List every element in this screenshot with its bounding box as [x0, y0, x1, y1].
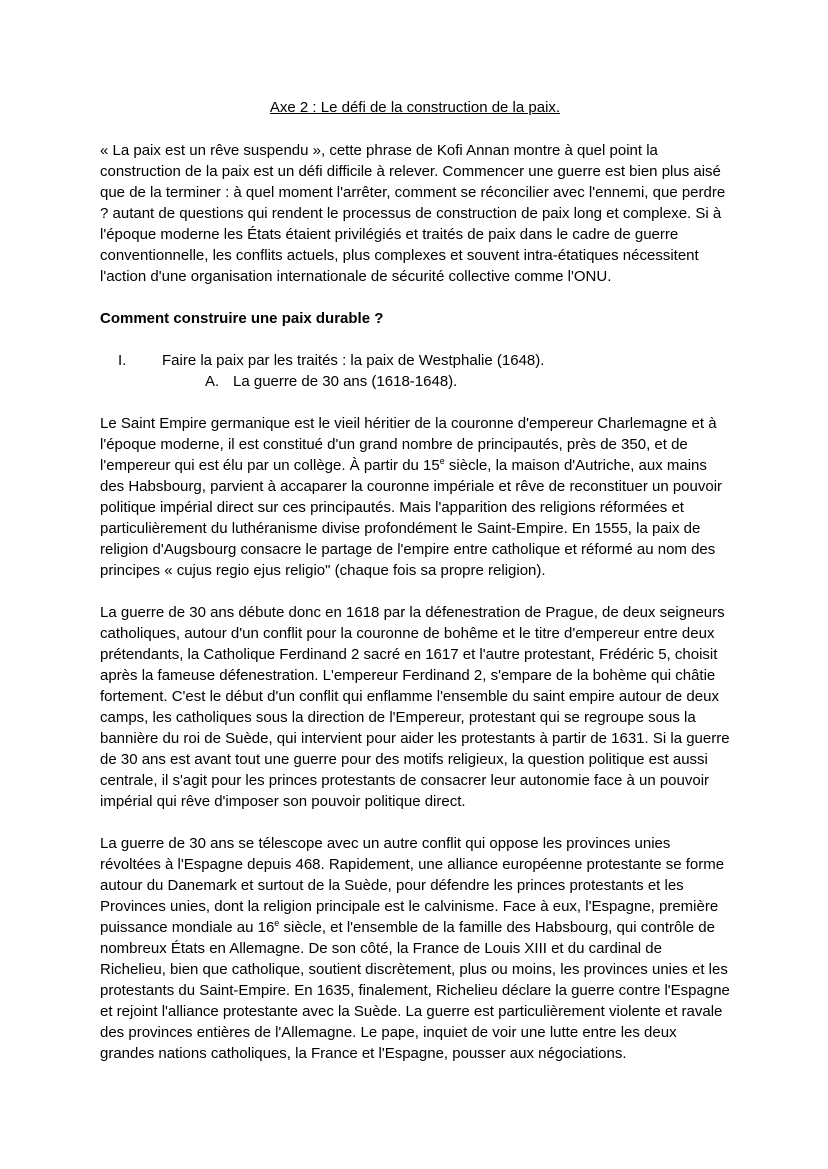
document-title: Axe 2 : Le défi de la construction de la paix. [269, 99, 561, 116]
superscript-ordinal-16e: e [274, 918, 280, 928]
superscript-ordinal-15e: e [439, 456, 445, 466]
paragraph-saint-empire-part1: Le Saint Empire germanique est le vieil héritier de la couronne d'empereur Charlemagne et à l'époque moderne, il est constitué d'un grand nombre de principautés, près de 350, et de l'empereur qui est élu par un collège. À partir du 15 [100, 415, 717, 474]
paragraph-telescope-part2: siècle, et l'ensemble de la famille des Habsbourg, qui contrôle de nombreux États en Allemagne. De son côté, la France de Louis XIII et du cardinal de Richelieu, bien que catholique, soutient discrètement, plus ou moins, les provinces unies et les protestants du Saint-Empire. En 1635, finalement, Richelieu déclare la guerre contre l'Espagne et rejoint l'alliance protestante avec la Suède. La guerre est particulièrement violente et ravale des provinces entières de l'Allemagne. Le pape, inquiet de voir une lutte entre les deux grandes nations catholiques, la France et l'Espagne, pousser aux négociations. [100, 919, 730, 1062]
paragraph-telescope-part1: La guerre de 30 ans se télescope avec un autre conflit qui oppose les provinces unies révoltées à l'Espagne depuis 468. Rapidement, une alliance européenne protestante se forme autour du Danemark et surtout de la Suède, pour défendre les princes protestants et les Provinces unies, dont la religion principale est le calvinisme. Face à eux, l'Espagne, première puissance mondiale au 16 [100, 835, 725, 936]
question-heading: Comment construire une paix durable ? [100, 310, 384, 327]
outline-text-level1: Faire la paix par les traités : la paix de Westphalie (1648). [162, 352, 545, 369]
paragraph-saint-empire-part2: siècle, la maison d'Autriche, aux mains des Habsbourg, parvient à accaparer la couronne impériale et rêve de reconstituer un pouvoir politique impérial direct sur ces principautés. Mais l'apparition des religions réformées et particulièrement du luthéranisme divise profondément le Saint-Empire. En 1555, la paix de religion d'Augsbourg consacre le partage de l'empire entre catholique et réformé au nom des principes « cujus regio ejus religio" (chaque fois sa propre religion). [100, 457, 723, 579]
outline-text-level2: La guerre de 30 ans (1618-1648). [233, 373, 458, 390]
paragraph-saint-empire [100, 413, 730, 581]
intro-paragraph: « La paix est un rêve suspendu », cette phrase de Kofi Annan montre à quel point la construction de la paix est un défi difficile à relever. Commencer une guerre est bien plus aisé que de la terminer : à quel moment l'arrêter, comment se réconcilier avec l'ennemi, que perdre ? autant de questions qui rendent le processus de construction de paix long et complexe. Si à l'époque moderne les États étaient privilégiés et traités de paix dans le cadre de guerre conventionnelle, les conflits actuels, plus complexes et souvent intra-étatiques nécessitent l'action d'une organisation internationale de sécurité collective comme l'ONU. [100, 142, 726, 285]
outline-item-level1 [100, 350, 730, 371]
outline-marker-roman: I. [118, 352, 127, 369]
outline-item-level2 [100, 371, 730, 392]
outline-marker-letter: A. [205, 373, 220, 390]
paragraph-telescope [100, 833, 730, 1064]
paragraph-guerre-debut: La guerre de 30 ans débute donc en 1618 par la défenestration de Prague, de deux seigneurs catholiques, autour d'un conflit pour la couronne de bohême et le titre d'empereur entre deux prétendants, la Catholique Ferdinand 2 sacré en 1617 et l'autre protestant, Frédéric 5, choisit après la fameuse défenestration. L'empereur Ferdinand 2, s'empare de la bohème qui châtie fortement. C'est le début d'un conflit qui enflamme l'ensemble du saint empire autour de deux camps, les catholiques sous la direction de l'Empereur, protestant qui se regroupe sous la bannière du roi de Suède, qui intervient pour aider les protestants à partir de 1631. Si la guerre de 30 ans est avant tout une guerre pour des motifs religieux, la question politique est aussi centrale, il s'agit pour les princes protestants de consacrer leur autonomie face à un pouvoir impérial qui rêve d'imposer son pouvoir politique direct. [100, 604, 730, 810]
outline-list [100, 350, 730, 392]
